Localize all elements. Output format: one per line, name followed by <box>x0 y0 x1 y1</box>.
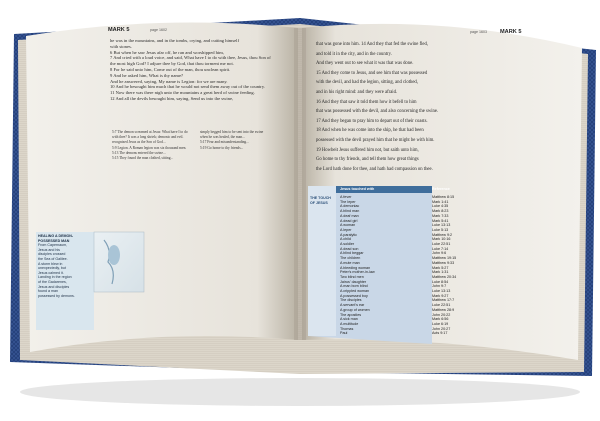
table-cell-reference: Luke 5:13 <box>432 227 449 232</box>
note-line: simply begged him to be sent into the swine <box>200 130 264 134</box>
table-title: THE TOUCH OF JESUS <box>310 196 331 205</box>
verse-line: 7 And cried with a loud voice, and said, What have I to do with thee, Jesus, thou Son of <box>110 55 271 61</box>
table-cell-reference: Luke 22:51 <box>432 242 451 246</box>
note-line: 5:19 Go home to thy friends... <box>200 145 244 150</box>
verse-line: the Lord hath done for thee, and hath had compassion on thee. <box>316 166 433 172</box>
note-line: recognized Jesus as the Son of God... <box>112 140 166 145</box>
verse-line: 19 Howbeit Jesus suffered him not, but saith unto him, <box>316 147 419 153</box>
table-cell-touch: Two blind men <box>340 274 364 279</box>
verse-line: with the devil, and had the legion, sitting, and clothed, <box>316 80 418 86</box>
table-cell-reference: Mark 7:33 <box>432 213 449 218</box>
table-cell-touch: A soldier <box>340 242 355 246</box>
verse-line: 6 But when he saw Jesus afar off, he ran and worshipped him, <box>110 49 224 55</box>
note-line: 5:9 Legion. A Roman legion was six thousand men. <box>112 145 187 150</box>
verse-line: And they went out to see what it was that was done. <box>316 61 414 67</box>
table-cell-touch: A dead girl <box>340 218 358 223</box>
table-cell-touch: Jairus' daughter <box>340 279 367 284</box>
table-cell-reference: Matthew 8:15 <box>432 195 455 199</box>
sidebar-line: Landing in the region <box>38 275 72 280</box>
table-cell-touch: The children <box>340 256 361 261</box>
sidebar-line: unexpectedly, but <box>38 266 66 271</box>
verse-line: 16 And they that saw it told them how it befell to him <box>316 99 417 105</box>
table-cell-reference: John 9:6 <box>432 251 447 256</box>
table-cell-reference: Luke 6:19 <box>432 321 449 326</box>
verse-line: 17 And they began to pray him to depart out of their coasts. <box>316 118 428 124</box>
table-cell-reference: Luke 7:14 <box>432 246 449 251</box>
verse-line: 10 And he besought him much that he would not send them away out of the country. <box>110 84 265 90</box>
table-cell-touch: A sick man <box>340 317 358 322</box>
table-cell-touch: A multitude <box>340 321 359 326</box>
table-cell-reference: Luke 13:13 <box>432 289 451 293</box>
sidebar-line: disciples crossed <box>38 252 66 257</box>
table-cell-touch: A dead son <box>340 246 359 251</box>
table-cell-reference: Mark 6:56 <box>432 317 449 322</box>
table-cell-reference: John 20:22 <box>432 312 451 317</box>
verse-line: that was gone into him. 14 And they that fed the swine fled, <box>316 42 428 47</box>
table-cell-touch: A fever <box>340 195 352 199</box>
table-cell-reference: John 20:27 <box>432 326 451 331</box>
verse-line: 11 Now there was there nigh unto the mountains a great herd of swine feeding. <box>110 90 255 96</box>
table-cell-reference: Mark 5:41 <box>432 218 449 223</box>
table-cell-reference: Mark 10:16 <box>432 237 451 242</box>
touch-table <box>340 195 540 345</box>
map-lake <box>108 245 120 265</box>
verse-line: that was possessed with the devil, and also concerning the swine. <box>316 109 439 115</box>
verse-line: And he answered, saying, My name is Legion: for we are many. <box>110 78 228 84</box>
table-cell-reference: Mark 8:23 <box>432 209 449 214</box>
sidebar-text <box>38 234 94 298</box>
table-cell-touch: The leper <box>340 199 356 204</box>
sidebar-line: possessed by demons. <box>38 293 75 298</box>
table-cell-reference: John 9:7 <box>432 284 447 289</box>
table-label-panel <box>308 186 336 336</box>
table-cell-touch: Peter's mother-in-law <box>340 270 375 275</box>
sidebar-line: the Sea of Galilee. <box>38 256 68 261</box>
verse-line: Go home to thy friends, and tell them how great things <box>316 157 419 163</box>
sidebar-line: From Capernaum, <box>38 243 68 248</box>
sidebar-line: of the Gadarenes, <box>38 279 67 284</box>
table-cell-touch: A possessed boy <box>340 293 368 298</box>
note-line: with thee? It was a long shriek; demonic and evil. <box>112 135 184 140</box>
left-verse-block <box>110 38 294 108</box>
table-cell-reference: Mark 1:31 <box>432 270 449 275</box>
sidebar-line: A storm blew in <box>38 261 63 266</box>
table-cell-touch: The disciples <box>340 298 362 303</box>
table-cell-reference: Luke 8:54 <box>432 279 449 284</box>
table-cell-touch: A woman <box>340 223 356 228</box>
table-cell-touch: A demoniac <box>340 204 360 209</box>
table-cell-touch: A blind man <box>340 209 360 214</box>
table-cell-touch: A deaf man <box>340 213 359 218</box>
table-cell-reference: Matthew 9:33 <box>432 260 455 265</box>
table-cell-reference: Mark 1:41 <box>432 199 449 204</box>
table-cell-touch: A servant's ear <box>340 303 365 308</box>
table-cell-touch: A group of women <box>340 307 370 312</box>
verse-line: and told it in the city, and in the country. <box>316 51 392 57</box>
left-page-number: page 1602 <box>150 28 167 32</box>
table-cell-reference: Mark 9:27 <box>432 293 449 298</box>
note-line: 5:13 The demons entered the swine... <box>112 150 166 155</box>
left-notes-column <box>112 130 196 230</box>
table-cell-touch: A crippled woman <box>340 289 370 293</box>
note-line: 5:7 The demon screamed at Jesus: What have I to do <box>112 130 188 134</box>
right-page-number: page 1603 <box>470 30 487 34</box>
table-cell-reference: Acts 9:17 <box>432 331 448 336</box>
table-header-cell: Jesus touched with <box>340 187 375 191</box>
table-cell-touch: A child <box>340 237 351 242</box>
verse-line: 15 And they come to Jesus, and see him that was possessed <box>316 70 428 76</box>
verse-line: 18 And when he was come into the ship, he that had been <box>316 128 424 134</box>
note-line: 5:17 Fear and misunderstanding... <box>200 140 249 145</box>
table-cell-reference: Matthew 17:7 <box>432 298 455 303</box>
table-cell-reference: Matthew 28:9 <box>432 307 455 312</box>
sidebar-line: found a man <box>38 289 58 294</box>
table-cell-touch: A bleeding woman <box>340 265 371 270</box>
sidebar-line: Jesus and disciples <box>38 284 70 289</box>
right-page-header: MARK 5 <box>500 29 522 35</box>
table-cell-touch: A leper <box>340 227 352 232</box>
table-cell-reference: Luke 4:35 <box>432 204 449 209</box>
note-line: 5:15 They found the man clothed, sitting... <box>112 156 174 161</box>
verse-line: with stones. <box>110 43 132 49</box>
verse-line: he was in the mountains, and in the tombs, crying, and cutting himself <box>110 38 239 43</box>
book-gutter <box>294 28 306 340</box>
table-header-cell: Reference <box>432 187 450 191</box>
table-cell-reference: Luke 22:51 <box>432 303 451 308</box>
table-cell-reference: Matthew 9:2 <box>432 232 453 237</box>
table-cell-touch: Paul <box>340 331 348 336</box>
table-cell-touch: The apostles <box>340 312 362 317</box>
verse-line: 9 And he asked him, What is thy name? <box>110 72 184 78</box>
table-cell-reference: Mark 5:27 <box>432 265 449 270</box>
right-notes-column <box>200 130 292 330</box>
book-shadow <box>20 378 580 406</box>
map-image <box>94 232 144 292</box>
table-cell-touch: A blind beggar <box>340 251 364 256</box>
sidebar-title: HEALING A DEMON-POSSESSED MAN <box>38 234 74 243</box>
sidebar-line: Jesus calmed it. <box>38 270 64 275</box>
table-cell-reference: Matthew 19:15 <box>432 256 457 261</box>
note-line: when he was healed, the man... <box>200 135 245 140</box>
table-cell-reference: Luke 13:13 <box>432 223 451 228</box>
table-cell-reference: Matthew 20:34 <box>432 274 457 279</box>
right-verse-block <box>316 40 576 180</box>
table-cell-touch: A mute man <box>340 260 360 265</box>
table-header-row <box>340 187 540 193</box>
table-cell-touch: A paralytic <box>340 232 358 237</box>
verse-line: 12 And all the devils besought him, saying, Send us into the swine, <box>110 95 234 101</box>
sidebar-line: Jesus and his <box>38 247 60 252</box>
verse-line: 8 For he said unto him, Come out of the man, thou unclean spirit. <box>110 66 231 72</box>
left-page-header: MARK 5 <box>108 27 130 33</box>
table-cell-touch: A man born blind <box>340 284 368 289</box>
verse-line: the most high God? I adjure thee by God, that thou torment me not. <box>110 61 234 67</box>
verse-line: and in his right mind: and they were afraid. <box>316 89 398 95</box>
table-cell-touch: Thomas <box>340 326 354 331</box>
verse-line: possessed with the devil prayed him that he might be with him. <box>316 137 435 143</box>
